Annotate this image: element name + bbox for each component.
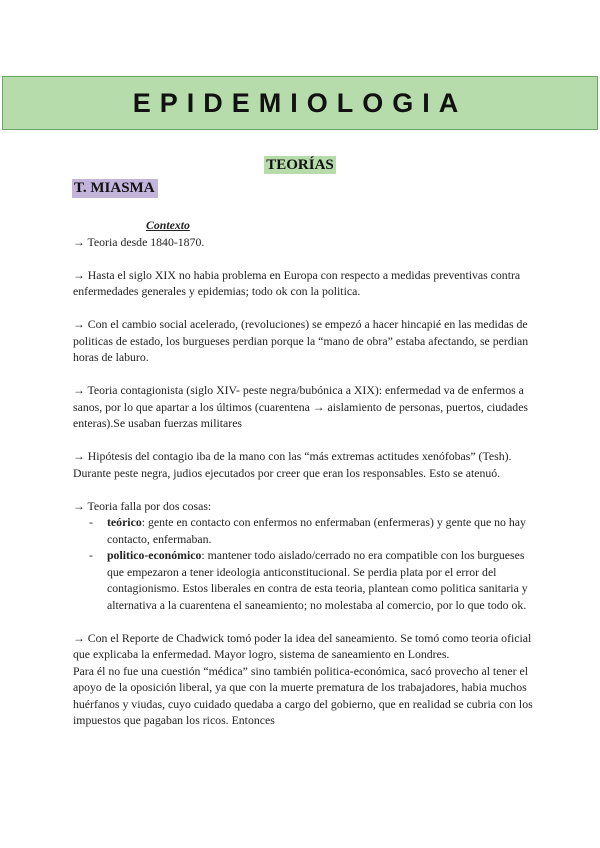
list-item [73,547,533,613]
context-label: Contexto [146,218,190,232]
paragraph-4: → Teoria contagionista (siglo XIV- peste negra/bubónica a XIX): enfermedad va de enfermos a sanos, por lo que apartar a los últimos (cuarentena → aislamiento de personas, puertos, ciudades enteras).Se usaban fuerzas militares [73,383,529,430]
dash-bullet: - [89,548,93,562]
document-body [73,217,533,729]
list-item [73,514,533,547]
list-item-text: : mantener todo aislado/cerrado no era compatible con los burgueses que empezaron a tener ideologia anticonstitucional. Se perdia plata por el error del contagionismo. Estos liberales en contra de esta teoria, plantean como politica sanitaria y alternativa a la cuarentena el saneamiento; no molestaba al comercio, por lo que todo ok. [107,548,528,612]
subsection-title: T. MIASMA [72,179,158,198]
title-banner [2,76,598,130]
paragraph-8: Para él no fue una cuestión “médica” sino también politica-económica, sacó provecho al tener el apoyo de la oposición liberal, ya que con la muerte prematura de los trabajadores, habia muchos huérfanos y viudas, cuyo cuidado quedaba a cargo del gobierno, que en realidad se cubria con los impuestos que pagaban los ricos. Entonces [73,663,533,727]
list-item-term: politico-económico [107,548,202,562]
paragraph-5: → Hipótesis del contagio iba de la mano con las “más extremas actitudes xenófobas” (Tesh). Durante peste negra, judios ejecutados por creer que eran los responsables. Esto se atenuó. [73,449,512,480]
section-heading [0,156,600,174]
section-title: TEORÍAS [266,157,334,173]
failure-reasons-list [73,514,533,613]
page-title: EPIDEMIOLOGIA [132,87,468,118]
paragraph-3: → Con el cambio social acelerado, (revoluciones) se empezó a hacer hincapié en las medidas de politicas de estado, los burgueses perdian porque la “mano de obra” estaba afectando, se perdian horas de laburo. [73,317,529,364]
paragraph-1: → Teoria desde 1840-1870. [73,234,205,249]
list-item-text: : gente en contacto con enfermos no enfermaban (enfermeras) y gente que no hay contacto, enfermaban. [107,515,526,546]
dash-bullet: - [89,515,93,529]
list-item-term: teórico [107,515,142,529]
paragraph-6: → Teoria falla por dos cosas: [73,498,212,513]
paragraph-2: → Hasta el siglo XIX no habia problema en Europa con respecto a medidas preventivas contra enfermedades generales y epidemias; todo ok con la politica. [73,267,521,298]
paragraph-7: → Con el Reporte de Chadwick tomó poder la idea del saneamiento. Se tomó como teoria oficial que explicaba la enfermedad. Mayor logro, sistema de saneamiento en Londres. [73,630,532,661]
